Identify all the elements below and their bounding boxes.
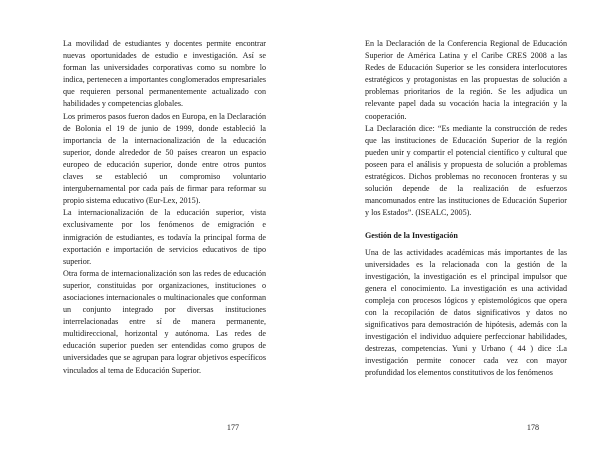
left-page-number: 177 — [226, 423, 240, 432]
section-paragraph: Una de las actividades académicas más importantes de las universidades es la relacionada con la gestión de la investigación, la investigación es el principal impulsor que genera el conocimiento. La investigación es una actividad compleja con procesos lógicos y epistemológicos que opera con la recopilación de datos significativos y datos no significativos para demostración de hipótesis, además con la investigación el individuo adquiere perfeccionar habilidades, destrezas, competencias. Yuni y Urbano ( 44 ) dice :La investigación permite conocer cada vez con mayor profundidad los elementos constitutivos de los fenómenos — [365, 247, 567, 378]
left-paragraph-1: La movilidad de estudiantes y docentes permite encontrar nuevas oportunidades de estudio e investigación. Así se forman las universidades corporativas como su nombre lo indica, pertenecen a importantes conglomerados empresariales que requieren personal permanentemente actualizado con habilidades y competencias globales. — [63, 39, 266, 109]
left-paragraph-3: La internacionalización de la educación superior, vista exclusivamente por los fenómenos de emigración e inmigración de estudiantes, es todavía la principal forma de exportación e importación de servicios educativos de tipo superior. — [63, 208, 266, 266]
left-paragraph-4: Otra forma de internacionalización son las redes de educación superior, constituidas por organizaciones, instituciones o asociaciones internacionales o multinacionales que conforman un conjunto integrado por diversas instituciones interrelacionadas entre sí de manera permanente, multidireccional, horizontal y autónoma. Las redes de educación superior pueden ser entendidas como grupos de universidades que se agrupan para lograr objetivos específicos vinculados al tema de Educación Superior. — [63, 268, 266, 375]
right-paragraph-1: En la Declaración de la Conferencia Regional de Educación Superior de América Latina y el Caribe CRES 2008 a las Redes de Educación Superior se les considera interlocutores estratégicos y protagonistas en las propuestas de solución a problemas prioritarios de la región. Se les adjudica un relevante papel dada su vocación hacia la integración y la cooperación. — [365, 39, 567, 121]
right-page-number: 178 — [526, 423, 540, 432]
right-page-text-column — [365, 38, 567, 380]
left-paragraph-2: Los primeros pasos fueron dados en Europa, en la Declaración de Bolonia el 19 de junio de 1999, donde estableció la importancia de la internacionalización de la educación superior, donde alrededor de 50 países crearon un espacio europeo de educación superior, donde entre otros puntos claves se estableció un compromiso voluntario intergubernamental por cada país de firmar para reformar su propio sistema educativo (Eur-Lex, 2015). — [63, 111, 266, 206]
left-page-text-column — [63, 38, 266, 377]
right-page — [300, 0, 600, 473]
right-paragraph-2: La Declaración dice: “Es mediante la construcción de redes que las instituciones de Educación Superior de la región pueden unir y compartir el potencial científico y cultural que poseen para el análisis y propuesta de solución a problemas estratégicos. Dichos problemas no reconocen fronteras y su solución depende de la realización de esfuerzos mancomunados entre las instituciones de Educación Superior y los Estados”. (ISEALC, 2005). — [365, 123, 567, 218]
section-heading: Gestión de la Investigación — [365, 231, 458, 241]
